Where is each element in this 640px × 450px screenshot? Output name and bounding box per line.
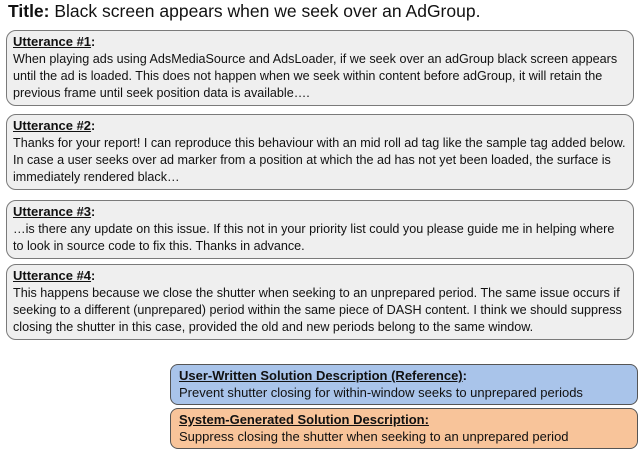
reference-solution-box (170, 364, 638, 405)
utterance-1-colon: : (91, 35, 96, 49)
utterance-2-text: Thanks for your report! I can reproduce this behaviour with an mid roll ad tag like the sample tag added below. In case a user seeks over ad marker from a position at which the ad has not yet been loaded, the surface is immediately rendered black… (13, 136, 626, 184)
utterance-3-colon: : (91, 205, 96, 219)
reference-solution-header: User-Written Solution Description (Reference) (179, 368, 463, 383)
reference-solution-text: Prevent shutter closing for within-window seeks to unprepared periods (179, 385, 583, 400)
utterance-1-header: Utterance #1 (13, 34, 92, 49)
generated-solution-box (170, 408, 638, 449)
utterance-3-text: …is there any update on this issue. If this not in your priority list could you please guide me in helping where to look in source code to fix this. Thanks in advance. (13, 222, 615, 253)
utterance-4-text: This happens because we close the shutter when seeking to an unprepared period. The same issue occurs if seeking to a different (unprepared) period within the same piece of DASH content. I think we should suppress closing the shutter in this case, provided the old and new periods belong to the same window. (13, 286, 622, 334)
utterance-2-header: Utterance #2 (13, 118, 92, 133)
utterance-4-box (6, 264, 634, 340)
utterance-4-colon: : (91, 269, 96, 283)
utterance-3-header: Utterance #3 (13, 204, 92, 219)
utterance-1-text: When playing ads using AdsMediaSource and AdsLoader, if we seek over an adGroup black screen appears until the ad is loaded. This does not happen when we seek within content before adGroup, it will retain the previous frame until seek position data is available…. (13, 52, 618, 100)
reference-solution-colon: : (462, 368, 467, 383)
utterance-2-colon: : (91, 119, 96, 133)
title-label: Title: (8, 1, 50, 21)
document-title (8, 0, 480, 22)
utterance-3-box (6, 200, 634, 259)
utterance-4-header: Utterance #4 (13, 268, 92, 283)
title-text: Black screen appears when we seek over an AdGroup. (49, 1, 481, 21)
utterance-1-box (6, 30, 634, 106)
generated-solution-header: System-Generated Solution Description: (179, 412, 429, 427)
generated-solution-text: Suppress closing the shutter when seeking to an unprepared period (179, 429, 569, 444)
utterance-2-box (6, 114, 634, 190)
